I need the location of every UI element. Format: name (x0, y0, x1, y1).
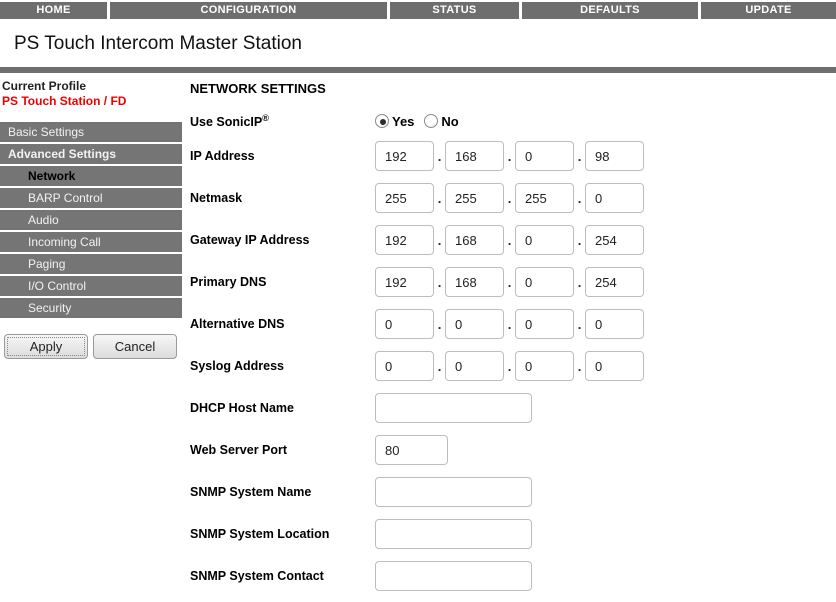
ip-address-inputs (375, 141, 644, 171)
snmp-system-contact-input[interactable] (375, 561, 532, 591)
nav-item-status[interactable]: STATUS (390, 2, 519, 19)
primary-dns-octet-1[interactable] (375, 267, 434, 297)
sidebar-item-basic-settings[interactable]: Basic Settings (0, 122, 182, 142)
octet-separator: . (507, 316, 512, 332)
snmp-system-location-label: SNMP System Location (190, 527, 330, 541)
sidebar-item-network[interactable]: Network (0, 166, 182, 186)
sonicip-option-yes[interactable] (375, 114, 414, 129)
gateway-ip-address-inputs (375, 225, 644, 255)
radio-yes-label: Yes (392, 113, 415, 129)
alternative-dns-label: Alternative DNS (190, 317, 285, 331)
sidebar-item-barp-control[interactable]: BARP Control (0, 188, 182, 208)
alternative-dns-octet-1[interactable] (375, 309, 434, 339)
snmp-system-name-input[interactable] (375, 477, 532, 507)
web-server-port-label: Web Server Port (190, 443, 288, 457)
use-sonicip-radios (375, 114, 459, 129)
network-form (190, 141, 836, 591)
primary-dns-octet-2[interactable] (445, 267, 504, 297)
use-sonicip-row (190, 110, 836, 132)
sidebar-menu (0, 122, 182, 318)
octet-separator: . (577, 316, 582, 332)
syslog-address-octet-1[interactable] (375, 351, 434, 381)
alternative-dns-octet-3[interactable] (515, 309, 574, 339)
web-server-port-row (190, 435, 836, 465)
alternative-dns-inputs (375, 309, 644, 339)
sidebar-item-security[interactable]: Security (0, 298, 182, 318)
syslog-address-octet-3[interactable] (515, 351, 574, 381)
nav-item-configuration[interactable]: CONFIGURATION (110, 2, 387, 19)
primary-dns-octet-3[interactable] (515, 267, 574, 297)
use-sonicip-label: Use SonicIP® (190, 112, 269, 130)
syslog-address-inputs (375, 351, 644, 381)
registered-trademark-symbol: ® (262, 112, 269, 123)
primary-dns-label: Primary DNS (190, 275, 267, 289)
octet-separator: . (437, 358, 442, 374)
alternative-dns-row (190, 309, 836, 339)
syslog-address-label: Syslog Address (190, 359, 285, 373)
octet-separator: . (507, 148, 512, 164)
octet-separator: . (437, 190, 442, 206)
snmp-system-location-input[interactable] (375, 519, 532, 549)
ip-address-octet-1[interactable] (375, 141, 434, 171)
snmp-system-contact-label: SNMP System Contact (190, 569, 324, 583)
top-nav (0, 2, 836, 19)
syslog-address-octet-2[interactable] (445, 351, 504, 381)
gateway-ip-address-octet-2[interactable] (445, 225, 504, 255)
cancel-button[interactable]: Cancel (93, 334, 177, 359)
ip-address-label: IP Address (190, 149, 255, 163)
octet-separator: . (437, 316, 442, 332)
octet-separator: . (437, 274, 442, 290)
octet-separator: . (437, 148, 442, 164)
octet-separator: . (437, 232, 442, 248)
snmp-system-contact-inputs (375, 561, 532, 591)
web-server-port-input[interactable] (375, 435, 448, 465)
sidebar-item-paging[interactable]: Paging (0, 254, 182, 274)
octet-separator: . (577, 232, 582, 248)
netmask-row (190, 183, 836, 213)
dhcp-host-name-input[interactable] (375, 393, 532, 423)
primary-dns-row (190, 267, 836, 297)
octet-separator: . (577, 190, 582, 206)
gateway-ip-address-octet-4[interactable] (585, 225, 644, 255)
octet-separator: . (577, 148, 582, 164)
sonicip-option-no[interactable] (424, 114, 458, 129)
netmask-octet-1[interactable] (375, 183, 434, 213)
netmask-octet-2[interactable] (445, 183, 504, 213)
apply-button[interactable]: Apply (4, 334, 88, 359)
dhcp-host-name-row (190, 393, 836, 423)
snmp-system-name-inputs (375, 477, 532, 507)
snmp-system-contact-row (190, 561, 836, 591)
content-area (0, 73, 836, 602)
gateway-ip-address-label: Gateway IP Address (190, 233, 310, 247)
octet-separator: . (577, 358, 582, 374)
radio-no-icon[interactable] (424, 114, 438, 128)
section-heading: NETWORK SETTINGS (190, 81, 326, 96)
gateway-ip-address-octet-1[interactable] (375, 225, 434, 255)
octet-separator: . (507, 274, 512, 290)
alternative-dns-octet-4[interactable] (585, 309, 644, 339)
octet-separator: . (507, 190, 512, 206)
snmp-system-location-inputs (375, 519, 532, 549)
primary-dns-octet-4[interactable] (585, 267, 644, 297)
main-panel (182, 73, 836, 602)
ip-address-octet-3[interactable] (515, 141, 574, 171)
page-title: PS Touch Intercom Master Station (14, 33, 302, 54)
netmask-octet-4[interactable] (585, 183, 644, 213)
dhcp-host-name-label: DHCP Host Name (190, 401, 294, 415)
snmp-system-name-row (190, 477, 836, 507)
current-profile-value: PS Touch Station / FD (2, 94, 127, 108)
dhcp-host-name-inputs (375, 393, 532, 423)
alternative-dns-octet-2[interactable] (445, 309, 504, 339)
nav-item-home[interactable]: HOME (0, 2, 107, 19)
netmask-label: Netmask (190, 191, 243, 205)
ip-address-row (190, 141, 836, 171)
netmask-inputs (375, 183, 644, 213)
sidebar (0, 73, 182, 359)
sidebar-item-incoming-call[interactable]: Incoming Call (0, 232, 182, 252)
sidebar-item-audio[interactable]: Audio (0, 210, 182, 230)
octet-separator: . (577, 274, 582, 290)
gateway-ip-address-octet-3[interactable] (515, 225, 574, 255)
octet-separator: . (507, 232, 512, 248)
sidebar-buttons (4, 334, 182, 359)
web-server-port-inputs (375, 435, 448, 465)
gateway-ip-address-row (190, 225, 836, 255)
radio-no-label: No (441, 113, 459, 129)
sidebar-item-advanced-settings[interactable]: Advanced Settings (0, 144, 182, 164)
ip-address-octet-2[interactable] (445, 141, 504, 171)
nav-item-update[interactable]: UPDATE (701, 2, 836, 19)
snmp-system-location-row (190, 519, 836, 549)
syslog-address-octet-4[interactable] (585, 351, 644, 381)
primary-dns-inputs (375, 267, 644, 297)
syslog-address-row (190, 351, 836, 381)
snmp-system-name-label: SNMP System Name (190, 485, 312, 499)
current-profile-label: Current Profile (2, 79, 87, 93)
radio-yes-icon[interactable] (375, 114, 389, 128)
ip-address-octet-4[interactable] (585, 141, 644, 171)
octet-separator: . (507, 358, 512, 374)
nav-item-defaults[interactable]: DEFAULTS (522, 2, 698, 19)
netmask-octet-3[interactable] (515, 183, 574, 213)
sidebar-item-i-o-control[interactable]: I/O Control (0, 276, 182, 296)
